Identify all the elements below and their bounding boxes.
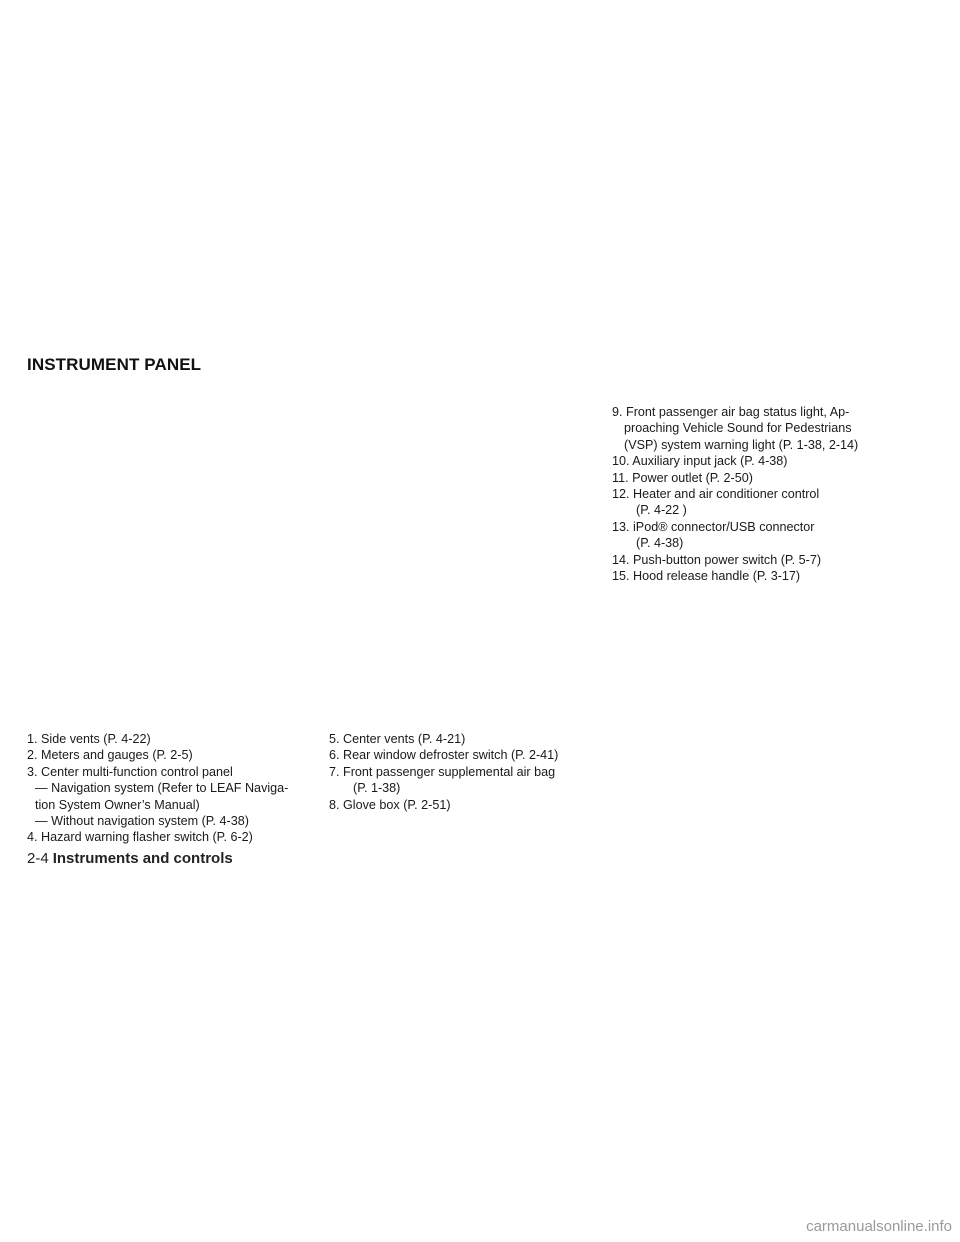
list-item: proaching Vehicle Sound for Pedestrians	[624, 421, 852, 436]
list-item: 11. Power outlet (P. 2-50)	[612, 470, 753, 485]
list-item: 2. Meters and gauges (P. 2-5)	[27, 748, 193, 763]
list-item: 8. Glove box (P. 2-51)	[329, 797, 451, 812]
list-column-right	[612, 404, 912, 584]
list-item: (P. 4-38)	[636, 536, 684, 551]
list-item: 12. Heater and air conditioner control	[612, 487, 820, 502]
list-column-left	[27, 731, 317, 846]
list-item: 15. Hood release handle (P. 3-17)	[612, 569, 801, 584]
list-item: (P. 1-38)	[353, 781, 401, 796]
list-column-middle	[329, 731, 619, 813]
list-item: 3. Center multi-function control panel	[27, 764, 233, 779]
list-item: tion System Owner’s Manual)	[35, 797, 200, 812]
list-item: 5. Center vents (P. 4-21)	[329, 732, 466, 746]
list-item: 7. Front passenger supplemental air bag	[329, 764, 556, 779]
list-item: 4. Hazard warning flasher switch (P. 6-2)	[27, 830, 253, 845]
list-item: 9. Front passenger air bag status light, Ap-	[612, 405, 850, 419]
watermark: carmanualsonline.info	[806, 1218, 952, 1235]
list-item: — Navigation system (Refer to LEAF Naviga-	[35, 781, 289, 796]
footer-section-title: Instruments and controls	[52, 850, 233, 867]
list-item: 10. Auxiliary input jack (P. 4-38)	[612, 454, 788, 469]
list-item: 13. iPod® connector/USB connector	[612, 519, 815, 534]
section-heading: INSTRUMENT PANEL	[27, 355, 202, 374]
list-item: — Without navigation system (P. 4-38)	[35, 814, 249, 829]
list-item: (VSP) system warning light (P. 1-38, 2-14)	[624, 437, 859, 452]
list-item: 1. Side vents (P. 4-22)	[27, 732, 151, 746]
page-footer	[27, 850, 233, 867]
list-item: (P. 4-22 )	[636, 503, 687, 518]
list-item: 14. Push-button power switch (P. 5-7)	[612, 552, 822, 567]
list-item: 6. Rear window defroster switch (P. 2-41)	[329, 748, 559, 763]
page-number: 2-4	[27, 850, 49, 867]
